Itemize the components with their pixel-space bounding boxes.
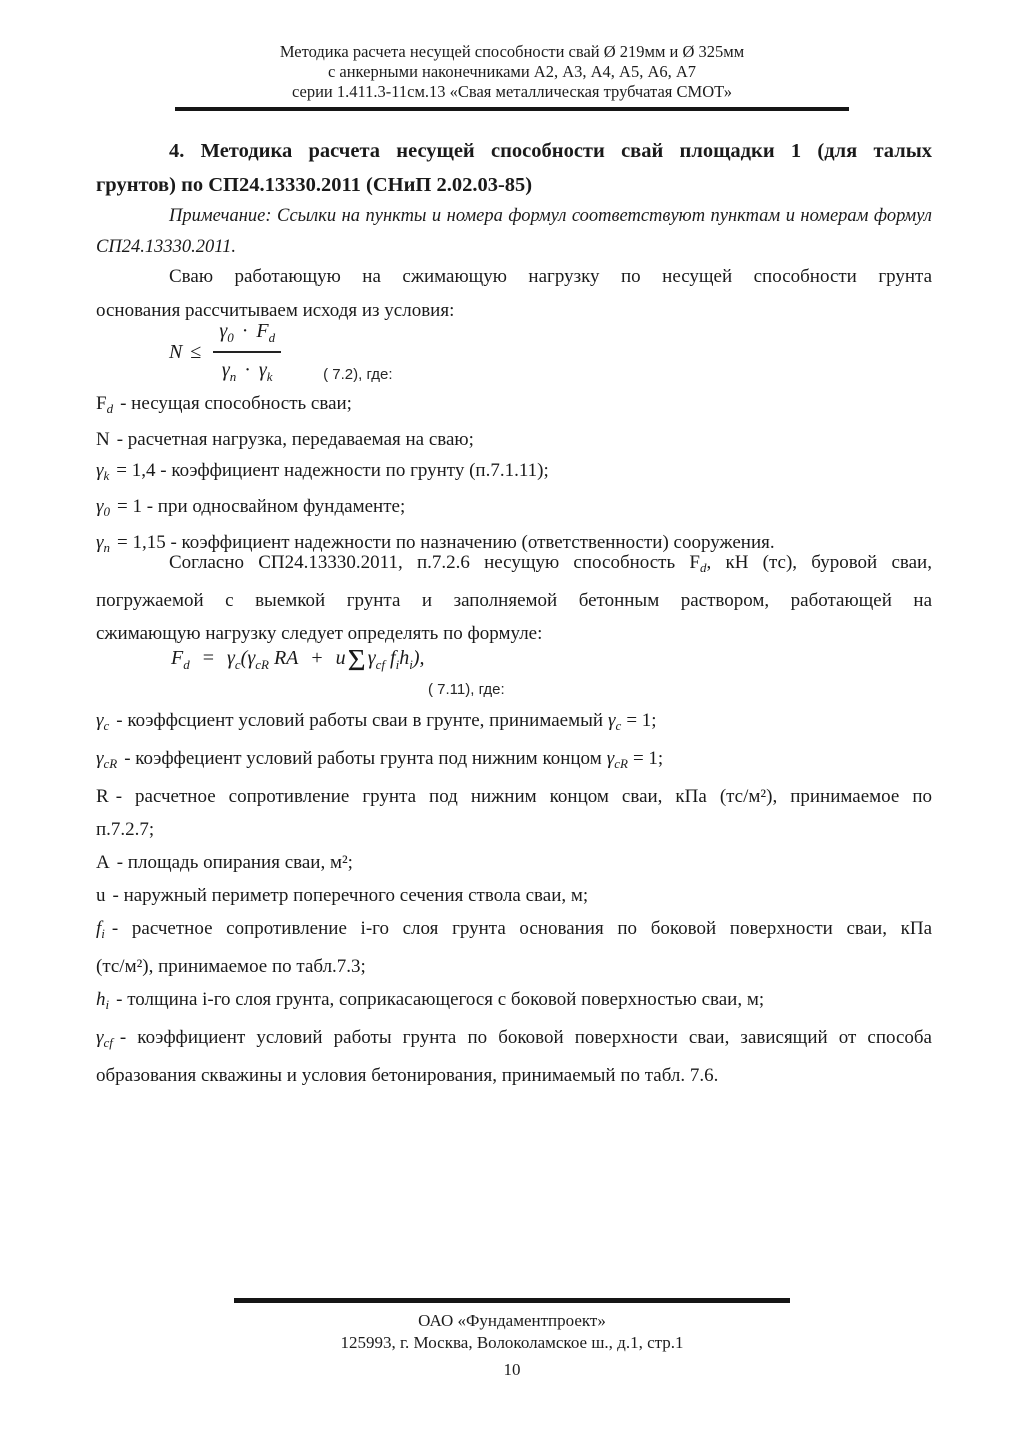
gamma-subscript: cR [614,756,628,771]
definition-text: = 1 - при односвайном фундаменте; [117,496,406,517]
formula-7-2 [96,320,932,385]
header-line-1: Методика расчета несущей способности свай Ø 219мм и Ø 325мм [279,42,745,61]
definition-a [96,846,932,879]
definition-r [96,780,932,846]
gamma-subscript: cf [103,1035,113,1050]
paragraph-fd-line-3: сжимающую нагрузку следует определять по формуле: [96,623,543,644]
gamma-k-subscript: k [266,369,273,384]
fd-symbol: F [96,393,107,414]
definition-gamma-cf [96,1021,932,1092]
multiplication-dot: · [241,320,249,342]
n-symbol: N [96,429,110,450]
gamma-subscript: c [615,718,622,733]
definition-text: - коэффсциент условий работы сваи в грунте, принимаемый [116,710,604,731]
formula-7-2-expression [169,320,393,385]
gamma-0-symbol: γ [219,320,228,342]
definition-gamma-c [96,704,932,742]
definition-h-i [96,983,932,1021]
gamma-symbol: γ [96,460,104,481]
fd-symbol: F [171,647,184,669]
f-i-subscript: i [395,657,400,672]
section-title-line-2: грунтов) по СП24.13330.2011 (СНиП 2.02.03-85) [96,174,533,196]
gamma-cr-subscript: cR [255,657,269,672]
definition-gamma-0 [96,491,932,527]
a-symbol: A [96,852,110,873]
close-paren: ), [412,647,425,669]
footer-address: 125993, г. Москва, Волоколамское ш., д.1, стр.1 [340,1333,684,1352]
f-symbol: f [96,918,102,939]
gamma-n-symbol: γ [221,359,230,381]
header-line-3: серии 1.411.3-11см.13 «Свая металлическая трубчатая СМОТ» [291,82,733,101]
fd-subscript: d [183,657,190,672]
definition-f-i [96,912,932,983]
header-line-2: с анкерными наконечниками А2, А3, А4, А5, А6, А7 [327,62,697,81]
r-symbol: R [96,786,109,807]
ra-symbols: RA [273,647,299,669]
gamma-symbol: γ [608,710,616,731]
open-paren: ( [240,647,248,669]
definition-n [96,424,932,455]
definition-text: - толщина i-го слоя грунта, соприкасающегося с боковой поверхностью сваи, м; [116,989,765,1010]
definition-fd [96,388,932,424]
multiplication-dot: · [244,359,251,381]
h-symbol: h [96,989,106,1010]
gamma-c-symbol: γ [227,647,235,669]
footer-organization: ОАО «Фундаментпроект» [418,1311,606,1330]
fraction-denominator [213,353,281,385]
definition-text: - коэффециент условий работы грунта под нижним концом [124,748,602,769]
definition-text: - коэффициент условий работы грунта по боковой поверхности сваи, зависящий от способа [119,1027,932,1048]
definition-text: - расчетная нагрузка, передаваемая на сваю; [116,429,474,450]
sum-symbol: Σ [347,642,366,677]
paragraph-condition-line-1: Сваю работающую на сжимающую нагрузку по несущей способности грунта [169,266,932,287]
f-i-symbol: f [390,647,396,669]
gamma-subscript: n [103,540,110,555]
equals-sign: = [202,647,214,669]
fd-subscript: d [268,330,276,345]
gamma-subscript: c [103,718,110,733]
note-line-2: СП24.13330.2011. [96,237,236,257]
page-number: 10 [503,1360,521,1379]
paragraph-condition [96,260,932,328]
gamma-symbol: γ [96,710,104,731]
formula-7-11-number: ( 7.11), где: [428,681,505,698]
document-body [96,0,932,1448]
paragraph-fd-line-1 [96,546,932,584]
note-line-1: Примечание: Ссылки на пункты и номера формул соответствуют пунктам и номерам формул [169,206,932,226]
definitions-list-7-2 [96,388,932,563]
definition-text: - наружный периметр поперечного сечения ствола сваи, м; [112,885,589,906]
definition-gamma-k [96,455,932,491]
h-i-subscript: i [409,657,413,672]
less-equal-sign: ≤ [190,341,202,363]
paragraph-condition-line-2: основания рассчитываем исходя из условия: [96,300,455,321]
gamma-symbol: γ [606,748,615,769]
definition-text: = 1,4 - коэффициент надежности по грунту (п.7.1.11); [116,460,549,481]
fraction [213,320,281,385]
definition-text: = 1; [626,710,657,731]
gamma-cf-symbol: γ [367,647,376,669]
definition-text: = 1; [632,748,664,769]
gamma-n-subscript: n [229,369,237,384]
fraction-numerator [213,320,281,353]
fd-subscript: d [106,401,114,416]
gamma-subscript: cR [103,756,118,771]
definition-text-continued: п.7.2.7; [96,819,155,840]
gamma-symbol: γ [96,748,104,769]
formula-7-2-lhs: N [169,341,183,363]
formula-7-11-expression [171,642,932,678]
fd-symbol: F [256,320,269,342]
section-title [96,134,932,202]
definition-u [96,879,932,912]
paragraph-fd-line-2: погружаемой с выемкой грунта и заполняемой бетонным раствором, работающей на [96,590,932,611]
h-subscript: i [105,997,110,1012]
paragraph-text: Согласно СП24.13330.2011, п.7.2.6 несущую способность F [169,552,700,573]
definition-text-continued: (тс/м²), принимаемое по табл.7.3; [96,956,366,977]
gamma-symbol: γ [96,532,104,553]
gamma-cf-subscript: cf [375,657,385,672]
fd-subscript: d [699,560,707,575]
h-i-symbol: h [399,647,410,669]
footer-rule [234,1298,790,1303]
definition-text-continued: образования скважины и условия бетонирования, принимаемый по табл. 7.6. [96,1065,719,1086]
gamma-subscript: 0 [103,504,110,519]
formula-7-11 [96,642,932,698]
section-title-line-1: 4. Методика расчета несущей способности свай площадки 1 (для талых [169,140,932,162]
definition-text: = 1,15 - коэффициент надежности по назначению (ответственности) сооружения. [117,532,775,553]
definition-text: - несущая способность сваи; [120,393,352,414]
gamma-symbol: γ [96,496,104,517]
definition-gamma-cr [96,742,932,780]
gamma-subscript: k [103,468,110,483]
gamma-cr-symbol: γ [247,647,256,669]
plus-sign: + [311,647,323,669]
definitions-list-7-11 [96,704,932,1092]
f-subscript: i [101,926,105,941]
page-footer [0,1298,1024,1381]
note-paragraph [96,201,932,263]
gamma-symbol: γ [96,1027,104,1048]
formula-7-2-number: ( 7.2), где: [323,366,393,383]
u-symbol: u [96,885,106,906]
definition-text: - расчетное сопротивление i-го слоя грунта основания по боковой поверхности сваи, кПа [111,918,932,939]
paragraph-fd-formula [96,546,932,650]
u-symbol: u [335,647,346,669]
gamma-0-subscript: 0 [227,330,234,345]
definition-text: - расчетное сопротивление грунта под нижним концом сваи, кПа (тс/м²), принимаемое по [115,786,932,807]
gamma-c-subscript: c [234,657,241,672]
paragraph-text: , кН (тс), буровой сваи, [706,552,932,573]
gamma-k-symbol: γ [258,359,267,381]
definition-text: - площадь опирания сваи, м²; [116,852,353,873]
